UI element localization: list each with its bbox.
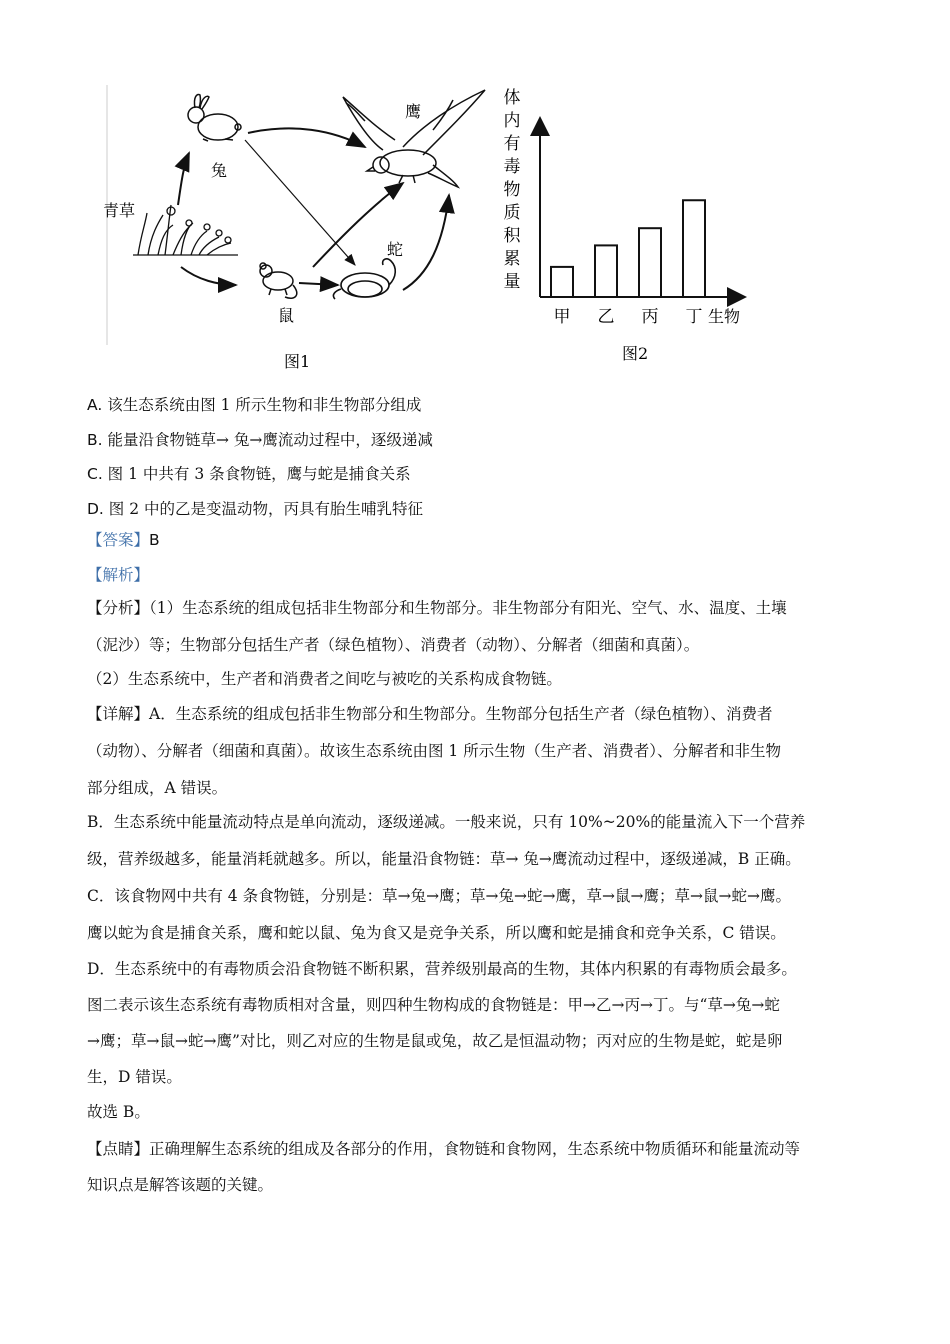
- food-web-arrows: [178, 128, 449, 290]
- y-label-char: 量: [503, 272, 521, 292]
- x-tick-label: 甲: [553, 307, 571, 327]
- figure-1-caption: 图1: [284, 352, 311, 371]
- bar-0: [551, 267, 573, 297]
- x-tick-label: 丙: [641, 307, 659, 327]
- figure-2: [495, 85, 760, 375]
- y-label-char: 毒: [503, 157, 521, 177]
- option-text: 图 2 中的乙是变温动物，丙具有胎生哺乳特征: [103, 499, 424, 518]
- x-tick-labels: [554, 307, 703, 327]
- option-text: 图 1 中共有 3 条食物链，鹰与蛇是捕食关系: [102, 465, 411, 483]
- arrow-snake-to-hawk: [403, 195, 449, 290]
- explanation-line: 故选 B。: [87, 1103, 150, 1121]
- explanation-line: 部分组成，A 错误。: [87, 779, 228, 797]
- explanation-line: 生，D 错误。: [87, 1068, 182, 1086]
- option-c: [87, 457, 887, 492]
- y-label-char: 积: [503, 226, 521, 246]
- arrow-rabbit-to-hawk: [248, 128, 365, 147]
- explanation-line: （泥沙）等；生物部分包括生产者（绿色植物）、消费者（动物）、分解者（细菌和真菌）。: [87, 636, 700, 654]
- bar-2: [639, 228, 661, 297]
- figure-2-caption: 图2: [622, 344, 649, 363]
- option-text: 能量沿食物链草→ 兔→鹰流动过程中，逐级递减: [102, 430, 433, 449]
- arrow-grass-to-mouse: [181, 267, 236, 285]
- answer-value: B: [149, 531, 160, 549]
- explanation-line: →鹰；草→鼠→蛇→鹰”对比，则乙对应的生物是鼠或兔，故乙是恒温动物；丙对应的生物是蛇，蛇是卵: [87, 1032, 783, 1050]
- explanation-line: 级，营养级越多，能量消耗就越多。所以，能量沿食物链：草→ 兔→鹰流动过程中，逐级递减，B 正确。: [87, 850, 801, 868]
- x-tick-label: 乙: [597, 307, 615, 327]
- bars: [551, 200, 705, 297]
- option-letter: B.: [87, 430, 103, 449]
- x-tick-label: 丁: [685, 307, 703, 327]
- explanation-line: 知识点是解答该题的关键。: [87, 1176, 274, 1194]
- label-rabbit: 兔: [211, 161, 228, 180]
- y-label-char: 质: [503, 203, 521, 223]
- grass-illustration: [133, 205, 238, 255]
- y-label-char: 体: [503, 88, 521, 108]
- arrow-grass-to-rabbit: [178, 153, 189, 205]
- explanation-line: 鹰以蛇为食是捕食关系，鹰和蛇以鼠、兔为食又是竞争关系，所以鹰和蛇是捕食和竞争关系，C 错误。: [87, 924, 786, 942]
- explanation-line: 【详解】A．生态系统的组成包括非生物部分和生物部分。生物部分包括生产者（绿色植物）、消费者: [87, 705, 773, 723]
- explanation-line: 图二表示该生态系统有毒物质相对含量，则四种生物构成的食物链是：甲→乙→丙→丁。与“草→兔→蛇: [87, 996, 780, 1014]
- answer-line: [87, 528, 160, 550]
- rabbit-illustration: [188, 95, 241, 141]
- explanation-line: 【点睛】正确理解生态系统的组成及各部分的作用，食物链和食物网，生态系统中物质循环和能量流动等: [87, 1140, 801, 1158]
- snake-illustration: [333, 259, 395, 299]
- label-hawk: 鹰: [405, 102, 422, 121]
- option-letter: D.: [87, 499, 104, 518]
- answer-tag: 【答案】: [87, 531, 150, 549]
- mouse-illustration: [260, 263, 297, 298]
- answer-options: [87, 388, 887, 526]
- explanation-line: （动物）、分解者（细菌和真菌）。故该生态系统由图 1 所示生物（生产者、消费者）、分解者和非生物: [87, 742, 781, 760]
- option-d: [87, 492, 887, 527]
- bar-3: [683, 200, 705, 297]
- figure-1: [103, 85, 493, 375]
- y-axis-label: [504, 88, 522, 292]
- explanation-line: C．该食物网中共有 4 条食物链，分别是：草→兔→鹰；草→兔→蛇→鹰，草→鼠→鹰；草→鼠→蛇→鹰。: [87, 887, 791, 905]
- label-snake: 蛇: [387, 240, 404, 259]
- y-label-char: 物: [503, 180, 521, 200]
- x-axis-label: 生物: [708, 307, 741, 326]
- analysis-tag: 【解析】: [87, 566, 150, 584]
- option-b: [87, 423, 887, 458]
- explanation-line: 【分析】（1）生态系统的组成包括非生物部分和生物部分。非生物部分有阳光、空气、水、温度、土壤: [87, 599, 787, 617]
- y-label-char: 内: [503, 111, 521, 131]
- label-mouse: 鼠: [278, 306, 295, 325]
- option-letter: C.: [87, 465, 103, 483]
- arrow-rabbit-to-snake: [245, 140, 355, 265]
- explanation-line: （2）生态系统中，生产者和消费者之间吃与被吃的关系构成食物链。: [87, 670, 562, 688]
- y-label-char: 累: [503, 249, 521, 269]
- option-letter: A.: [87, 396, 103, 414]
- toxin-accumulation-chart: [495, 85, 760, 375]
- label-grass: 青草: [103, 201, 136, 220]
- food-web-diagram: [103, 85, 493, 375]
- option-a: [87, 388, 887, 423]
- y-label-char: 有: [503, 134, 521, 154]
- explanation-line: D．生态系统中的有毒物质会沿食物链不断积累，营养级别最高的生物，其体内积累的有毒物质会最多。: [87, 960, 797, 978]
- explanation-line: B．生态系统中能量流动特点是单向流动，逐级递减。一般来说，只有 10%~20%的能量流入下一个营养: [87, 813, 806, 831]
- arrow-mouse-to-snake: [299, 283, 338, 285]
- bar-1: [595, 245, 617, 297]
- option-text: 该生态系统由图 1 所示生物和非生物部分组成: [102, 396, 422, 414]
